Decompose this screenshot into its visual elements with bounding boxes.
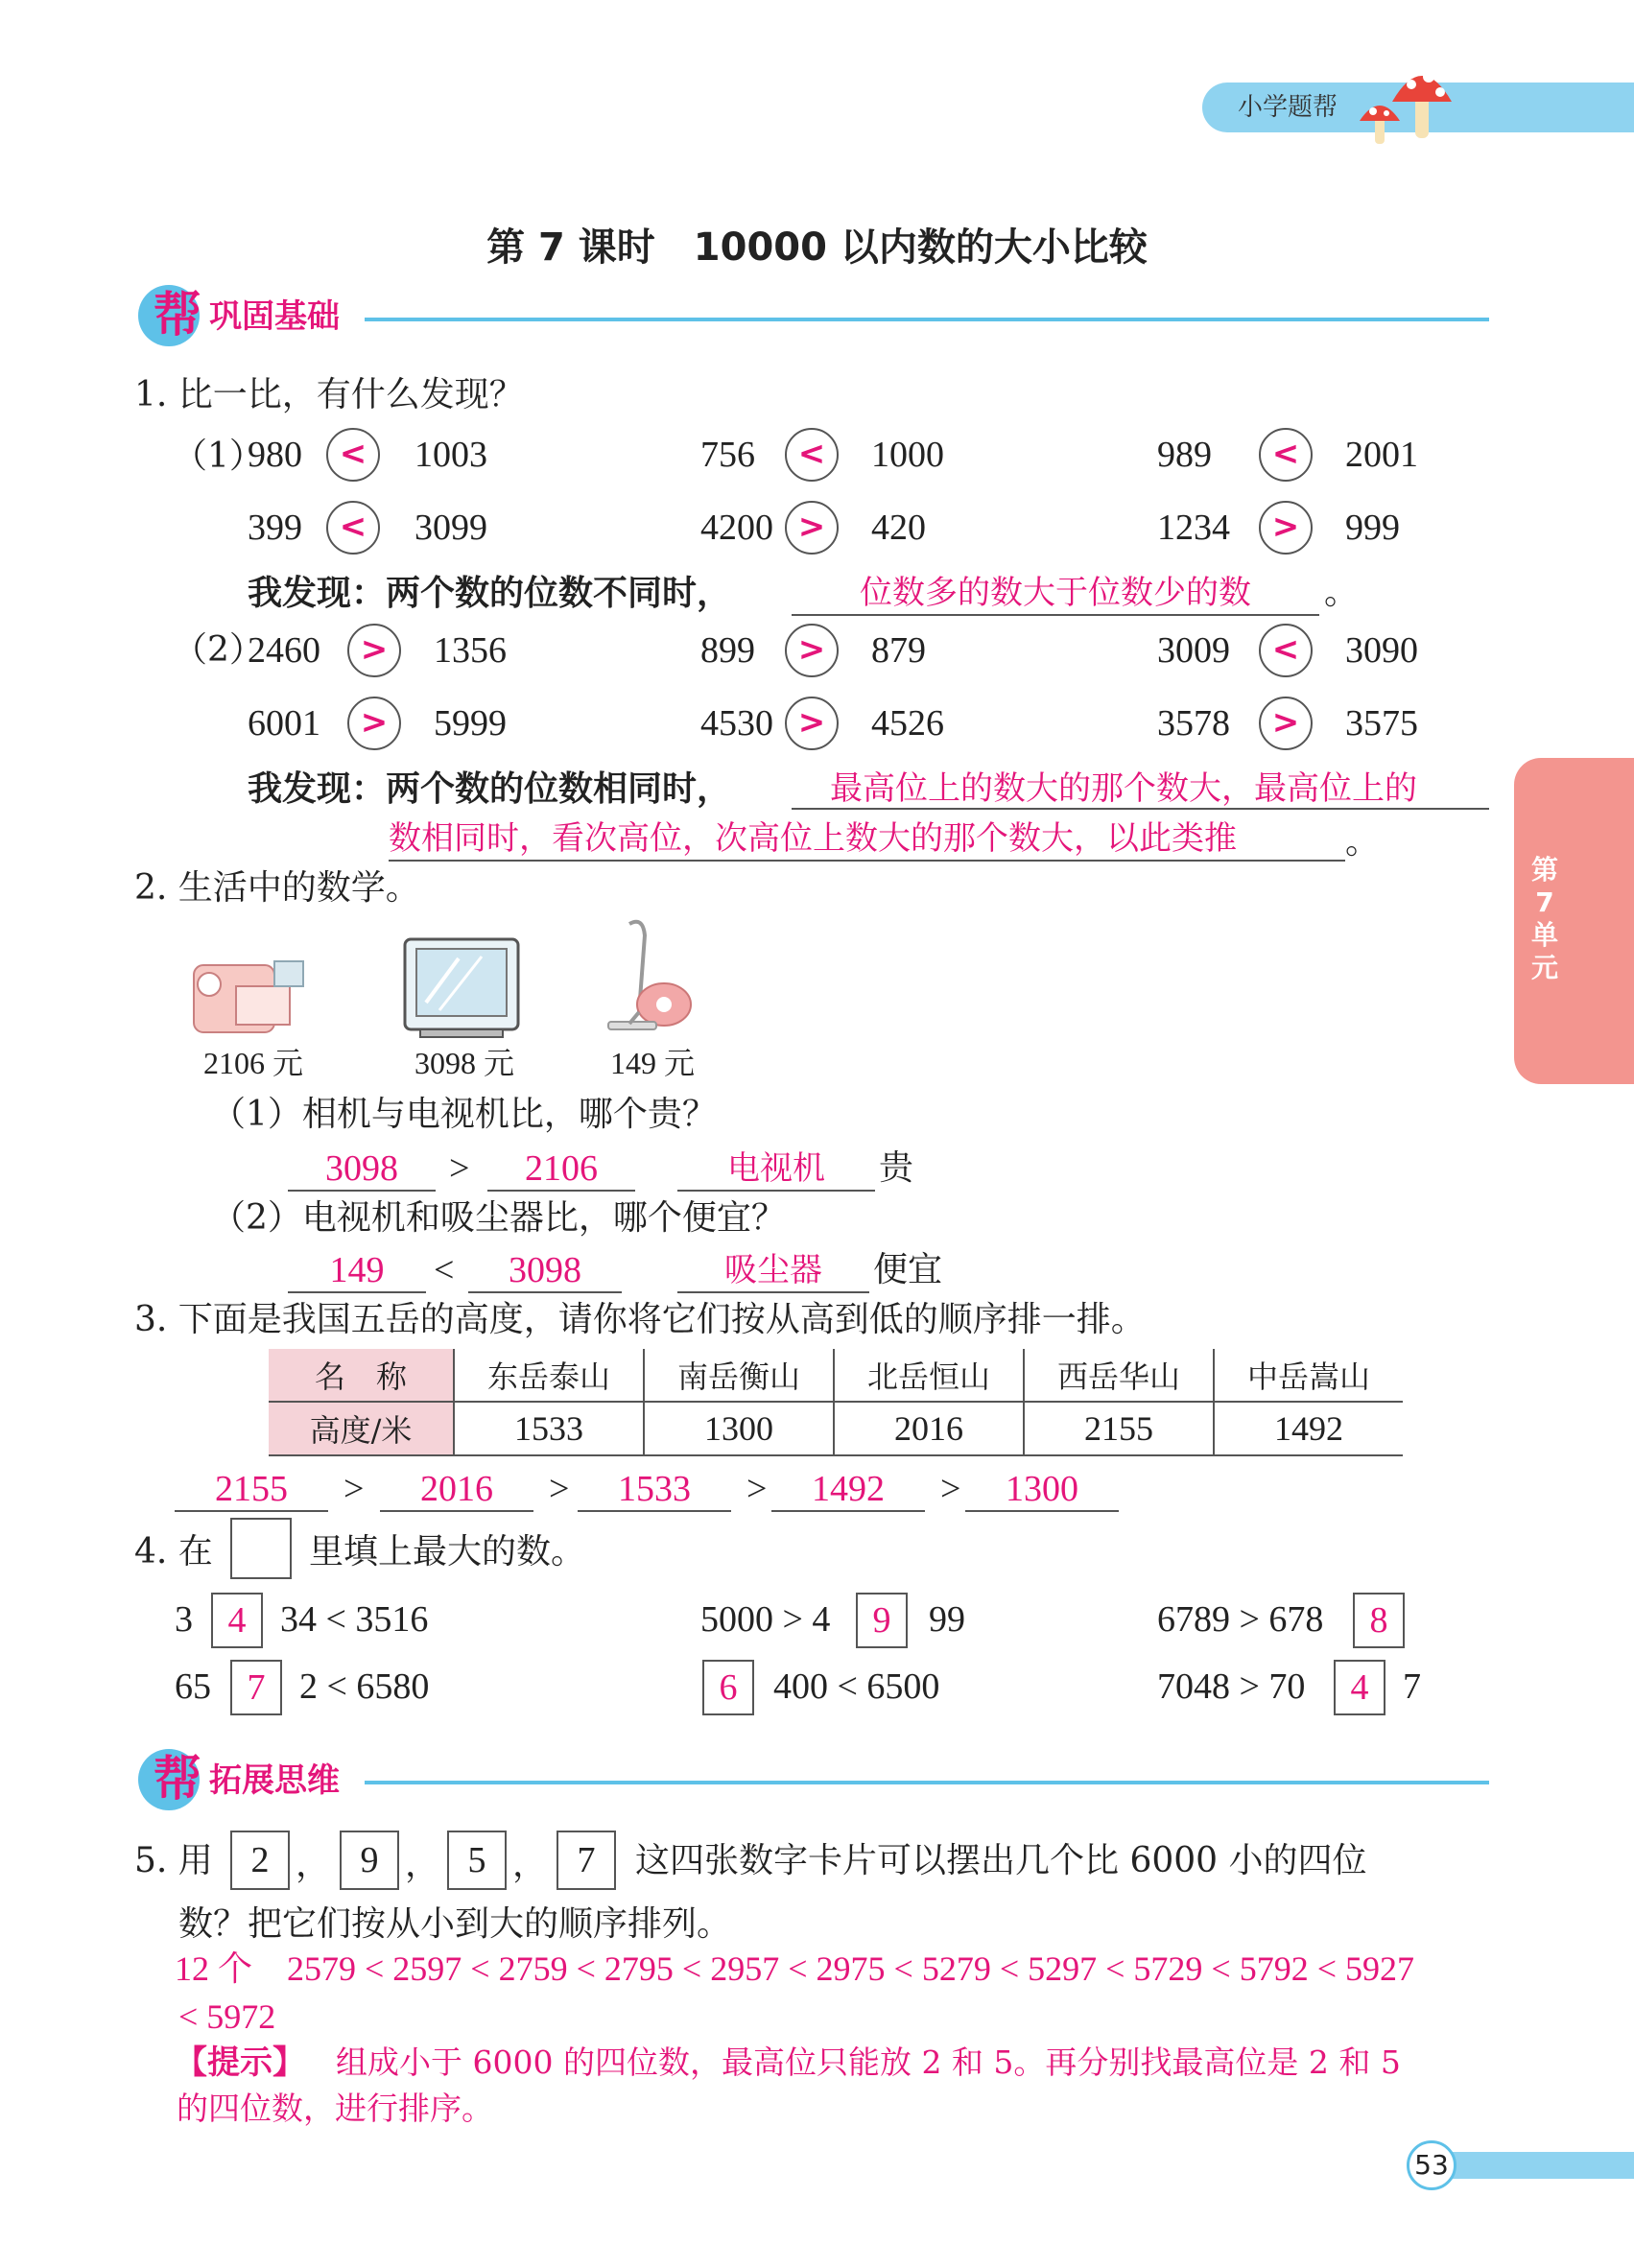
digit-card: 7 <box>557 1831 616 1890</box>
page-number: 53 <box>1407 2140 1456 2190</box>
q4-item-suffix: 34 < 3516 <box>280 1599 429 1640</box>
q3-order-blank: 2016 <box>380 1468 533 1512</box>
q4-heading-pre: 4. 在 <box>134 1532 213 1571</box>
q4-item-suffix: 2 < 6580 <box>299 1666 430 1707</box>
section-title-extend: 拓展思维 <box>209 1761 340 1800</box>
vacuum-icon <box>601 916 697 1041</box>
q5-hint-line2: 的四位数，进行排序。 <box>177 2090 493 2127</box>
compare-right-value: 3099 <box>414 508 487 548</box>
compare-left-value: 899 <box>700 630 755 671</box>
tv-icon <box>401 935 522 1041</box>
camcorder-icon <box>190 952 307 1040</box>
compare-right-value: 2001 <box>1345 435 1418 475</box>
q1-find2-prefix: 我发现：两个数的位数相同时， <box>248 768 732 809</box>
q1-find2-answer-line2: 数相同时，看次高位，次高位上数大的那个数大，以此类推 <box>389 817 1345 862</box>
compare-symbol: > <box>785 697 839 750</box>
q3-order-blank: 1492 <box>771 1468 925 1512</box>
compare-symbol: < <box>1259 624 1313 677</box>
compare-symbol: < <box>785 428 839 482</box>
q1-part1-label: （1） <box>173 437 264 476</box>
q2-heading: 2. 生活中的数学。 <box>134 868 420 908</box>
q1-find1-answer: 位数多的数大于位数少的数 <box>792 572 1319 616</box>
q2-sub2-item: 吸尘器 <box>677 1249 869 1293</box>
compare-symbol: > <box>1259 697 1313 750</box>
q4-item-prefix: 5000 > 4 <box>700 1599 831 1640</box>
compare-symbol: < <box>326 501 380 555</box>
compare-left-value: 6001 <box>248 703 320 744</box>
compare-right-value: 1356 <box>434 630 507 671</box>
q1-part2-label: （2） <box>173 630 264 670</box>
tv-price: 3098 元 <box>414 1046 515 1080</box>
q4-heading-post: 里填上最大的数。 <box>309 1532 586 1571</box>
table-row <box>269 1402 1403 1455</box>
q4-item-suffix: 99 <box>929 1599 965 1640</box>
table-cell: 1492 <box>1214 1402 1403 1455</box>
q5-line2: 数？把它们按从小到大的顺序排列。 <box>178 1904 732 1944</box>
q4-answer-box: 4 <box>1334 1660 1385 1715</box>
compare-right-value: 1000 <box>871 435 944 475</box>
q4-item-prefix: 7048 > 70 <box>1157 1666 1306 1707</box>
q2-sub1-b: 2106 <box>487 1147 635 1192</box>
camcorder-price: 2106 元 <box>203 1046 304 1080</box>
q2-sub2-a: 149 <box>288 1249 426 1293</box>
brand-name: 小学题帮 <box>1238 93 1338 122</box>
q5-hint-line1: 组成小于 6000 的四位数，最高位只能放 2 和 5。再分别找最高位是 2 和 5 <box>336 2044 1401 2081</box>
q4-item-suffix: 7 <box>1403 1666 1421 1707</box>
digit-card: 5 <box>447 1831 507 1890</box>
q4-answer-box: 7 <box>230 1660 282 1715</box>
q4-answer-box: 9 <box>856 1593 908 1648</box>
compare-right-value: 420 <box>871 508 926 548</box>
compare-left-value: 4530 <box>700 703 773 744</box>
digit-card: 2 <box>230 1831 290 1890</box>
card-separator: ， <box>512 1845 548 1884</box>
q1-heading: 1. 比一比，有什么发现？ <box>134 375 524 414</box>
compare-left-value: 980 <box>248 435 302 475</box>
vacuum-price: 149 元 <box>610 1046 696 1080</box>
compare-symbol: < <box>1259 428 1313 482</box>
q4-answer-box: 8 <box>1353 1593 1405 1648</box>
section-divider <box>365 1781 1489 1784</box>
compare-left-value: 3578 <box>1157 703 1230 744</box>
compare-symbol: > <box>347 624 401 677</box>
mountain-table <box>269 1349 1403 1456</box>
compare-symbol: > <box>785 624 839 677</box>
compare-left-value: 2460 <box>248 630 320 671</box>
q2-sub1: （1）相机与电视机比，哪个贵？ <box>211 1095 717 1134</box>
q3-order-op: > <box>940 1469 961 1509</box>
q2-sub2-word: 便宜 <box>873 1250 943 1289</box>
table-cell: 南岳衡山 <box>644 1349 834 1402</box>
compare-right-value: 879 <box>871 630 926 671</box>
table-cell: 2016 <box>834 1402 1024 1455</box>
compare-left-value: 1234 <box>1157 508 1230 548</box>
table-cell: 东岳泰山 <box>454 1349 644 1402</box>
compare-left-value: 989 <box>1157 435 1212 475</box>
compare-symbol: < <box>326 428 380 482</box>
q4-item-prefix: 65 <box>175 1666 211 1707</box>
q5-answer-line2: < 5972 <box>178 1997 276 2036</box>
compare-right-value: 1003 <box>414 435 487 475</box>
table-cell: 北岳恒山 <box>834 1349 1024 1402</box>
compare-symbol: > <box>347 697 401 750</box>
digit-card: 9 <box>340 1831 399 1890</box>
q2-sub1-word: 贵 <box>879 1148 914 1188</box>
mushroom-icon <box>1348 56 1463 148</box>
q2-sub1-op: > <box>449 1148 470 1189</box>
compare-right-value: 5999 <box>434 703 507 744</box>
q3-order-op: > <box>549 1469 570 1509</box>
section-title-basic: 巩固基础 <box>209 297 340 336</box>
compare-left-value: 4200 <box>700 508 773 548</box>
q2-sub1-item: 电视机 <box>677 1147 875 1192</box>
table-row <box>269 1349 1403 1402</box>
compare-left-value: 756 <box>700 435 755 475</box>
q4-answer-box: 6 <box>702 1660 754 1715</box>
section-divider <box>365 318 1489 321</box>
q5-post: 这四张数字卡片可以摆出几个比 6000 小的四位 <box>635 1841 1367 1880</box>
q4-item-prefix: 6789 > 678 <box>1157 1599 1324 1640</box>
q5-pre: 5. 用 <box>134 1841 213 1880</box>
table-row-header: 高度/米 <box>269 1402 454 1455</box>
q1-find2-answer-line1: 最高位上的数大的那个数大，最高位上的 <box>792 768 1489 810</box>
table-cell: 2155 <box>1024 1402 1214 1455</box>
q4-heading-box <box>230 1518 292 1579</box>
table-cell: 中岳嵩山 <box>1214 1349 1403 1402</box>
compare-symbol: > <box>785 501 839 555</box>
compare-symbol: > <box>1259 501 1313 555</box>
q3-order-op: > <box>746 1469 768 1509</box>
compare-left-value: 399 <box>248 508 302 548</box>
q2-sub2: （2）电视机和吸尘器比，哪个便宜？ <box>211 1198 786 1238</box>
compare-left-value: 3009 <box>1157 630 1230 671</box>
q3-order-op: > <box>343 1469 365 1509</box>
compare-right-value: 3575 <box>1345 703 1418 744</box>
q3-order-blank: 1300 <box>965 1468 1119 1512</box>
table-row-header: 名 称 <box>269 1349 454 1402</box>
section-bang: 帮 <box>154 1751 201 1807</box>
q4-item-prefix: 3 <box>175 1599 193 1640</box>
compare-right-value: 4526 <box>871 703 944 744</box>
page-title: 第 7 课时 10000 以内数的大小比较 <box>486 225 1148 270</box>
q4-answer-box: 4 <box>211 1593 263 1648</box>
q2-sub2-b: 3098 <box>468 1249 622 1293</box>
compare-right-value: 3090 <box>1345 630 1418 671</box>
card-separator: ， <box>405 1845 440 1884</box>
q4-item-suffix: 400 < 6500 <box>773 1666 940 1707</box>
q3-order-blank: 2155 <box>175 1468 328 1512</box>
q5-answer-line1: 12 个 2579 < 2597 < 2759 < 2795 < 2957 < 2975 < 5279 < 5297 < 5729 < 5792 < 5927 <box>175 1949 1415 1988</box>
q1-find2-end: 。 <box>1345 822 1381 862</box>
q2-sub2-op: < <box>434 1250 455 1290</box>
section-bang: 帮 <box>154 287 201 343</box>
table-cell: 西岳华山 <box>1024 1349 1214 1402</box>
compare-right-value: 999 <box>1345 508 1400 548</box>
q1-find1-prefix: 我发现：两个数的位数不同时， <box>248 573 732 613</box>
table-cell: 1533 <box>454 1402 644 1455</box>
unit-tab-label: 第7单元 <box>1530 854 1558 983</box>
card-separator: ， <box>296 1845 331 1884</box>
table-cell: 1300 <box>644 1402 834 1455</box>
q3-heading: 3. 下面是我国五岳的高度，请你将它们按从高到低的顺序排一排。 <box>134 1300 1146 1339</box>
q3-order-blank: 1533 <box>578 1468 731 1512</box>
q1-find1-end: 。 <box>1324 573 1360 612</box>
q2-sub1-a: 3098 <box>288 1147 436 1192</box>
q5-hint-label: 【提示】 <box>175 2044 305 2082</box>
